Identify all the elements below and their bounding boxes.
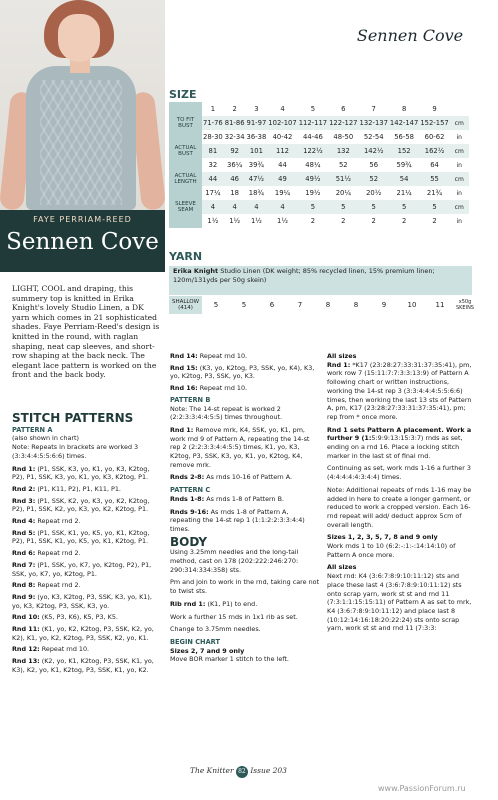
- size-cell: 1½: [277, 217, 288, 225]
- pattern-a-rows-cont: [170, 352, 320, 393]
- size-row-label: [169, 186, 202, 200]
- size-cell: 2: [341, 217, 346, 225]
- size-row: [169, 186, 469, 200]
- pattern-row: Rnd 3: (P1, SSK, K2, yo, K3, yo, K2, K2tog, P2), P1, SSK, K2, yo, K3, yo, K2, K2tog, P1.: [12, 496, 150, 514]
- pattern-a-note2: Note: Repeats in brackets are worked 3 (3:3:4:4:5:5:6:6) times.: [12, 443, 139, 460]
- size-cell: 81-86: [224, 116, 246, 130]
- shallow-cell: 7: [297, 301, 303, 309]
- pattern-row-label: Rnds 2-8:: [170, 473, 205, 482]
- size-cell: 21¾: [426, 189, 443, 197]
- pattern-row-label: Rnd 3:: [12, 496, 36, 505]
- size-cell: 20¼: [335, 189, 351, 197]
- pattern-row-label: Rnd 10:: [12, 613, 40, 622]
- size-col-header: 4: [280, 105, 285, 113]
- yarn-desc: Studio Linen (DK weight; 85% recycled linen, 15% premium linen; 120m/131yds per 50g skein): [173, 267, 435, 284]
- shallow-cell: 11: [435, 301, 445, 309]
- shallow-unit: x50g SKEINS: [455, 299, 474, 311]
- size-cell: 132: [328, 144, 358, 158]
- size-row-label: ACTUAL BUST: [169, 144, 202, 158]
- size-cell: 60-62: [424, 133, 445, 141]
- size-col-header: 7: [371, 105, 376, 113]
- size-cell: 36¼: [227, 161, 243, 169]
- size-row-label: [169, 214, 202, 228]
- body-row: Change to 3.75mm needles.: [170, 625, 261, 634]
- size-cell: 132-137: [359, 116, 389, 130]
- pattern-c-rows: [170, 495, 320, 534]
- pattern-row-label: Rnd 14:: [170, 352, 198, 360]
- size-cell: 51½: [328, 172, 358, 186]
- size-unit: in: [456, 189, 462, 197]
- page-title: Sennen Cove: [356, 26, 464, 45]
- size-cell: 71-76: [202, 116, 224, 130]
- size-cell: 4: [246, 200, 268, 214]
- size-cell: 122-127: [328, 116, 358, 130]
- shallow-cell: 10: [407, 301, 417, 309]
- body-rows: [170, 548, 320, 634]
- size-cell: 112: [267, 144, 297, 158]
- banner-title: Sennen Cove: [6, 229, 159, 255]
- size-cell: 56: [369, 161, 379, 169]
- pattern-row-label: Rnds 1-8:: [170, 494, 205, 503]
- pattern-row-label: Rnd 13:: [12, 657, 40, 666]
- size-cell: 52-54: [363, 133, 384, 141]
- size-cell: 20½: [366, 189, 382, 197]
- column-3: [327, 352, 475, 637]
- body-row: Using 3.25mm needles and the long-tail method, cast on 178 (202:222:246:270: 290:314:334:358) sts.: [170, 548, 299, 574]
- size-cell: 101: [246, 144, 268, 158]
- pattern-row: Rnd 1: Remove mrk, K4, SSK, yo, K1, pm, work rnd 9 of Pattern A, repeating the 14-st rep 2 (2:2:3:3:4:4:5:5) times, K1, yo, K3, K2tog, P3, SSK, K3, yo, K1, yo, K2tog, K4, remove mrk.: [170, 425, 310, 469]
- pattern-row: Rnd 1: (P1, SSK, K3, yo, K1, yo, K3, K2tog, P2), P1, SSK, K3, yo, K1, yo, K3, K2tog, P1.: [12, 464, 150, 482]
- size-cell: 1½: [207, 217, 219, 225]
- pattern-row-label: Rnd 1:: [12, 464, 36, 473]
- size-cell: 47½: [246, 172, 268, 186]
- size-cell: 21¼: [396, 189, 412, 197]
- size-header-blank: [169, 102, 202, 116]
- size-row-label: TO FIT BUST: [169, 116, 202, 130]
- size-row: [169, 172, 469, 186]
- pattern-a-note: (also shown in chart): [12, 434, 80, 443]
- all-sizes-heading-1: All sizes: [327, 352, 357, 360]
- size-cell: 162½: [419, 144, 449, 158]
- pattern-row-label: Rnd 4:: [12, 517, 36, 526]
- shallow-cell: 8: [325, 301, 331, 309]
- size-row: [169, 144, 469, 158]
- sizes-heading: Sizes 1, 2, 3, 5, 7, 8 and 9 only: [327, 533, 438, 542]
- size-unit: cm: [450, 144, 469, 158]
- size-cell: 4: [202, 200, 224, 214]
- size-cell: 32: [208, 161, 218, 169]
- pattern-row: Note: The 14-st repeat is worked 2 (2:2:3:3:4:4:5:5) times throughout.: [170, 404, 283, 422]
- pattern-row-label: Rnd 6:: [12, 549, 36, 558]
- size-cell: 18¾: [248, 189, 265, 197]
- size-col-header: 5: [310, 105, 316, 113]
- size-cell: 19¼: [274, 189, 291, 197]
- size-cell: 59¾: [396, 161, 412, 169]
- size-col-header: 1: [210, 105, 216, 113]
- lace-pattern: [40, 80, 122, 205]
- size-cell: 4: [267, 200, 297, 214]
- yarn-brand: Erika Knight: [173, 267, 219, 275]
- pattern-row-label: Rnd 12:: [12, 645, 40, 654]
- pattern-row: Rnd 13: (K2, yo, K1, K2tog, P3, SSK, K1, yo, K3), K2, yo, K1, K2tog, P3, SSK, K1, yo, K2.: [12, 657, 154, 674]
- shallow-cell: 6: [269, 301, 275, 309]
- size-cell: 1½: [229, 217, 241, 225]
- size-cell: 2: [371, 217, 376, 225]
- instruction-row-label: Rnd 1 sets Pattern A placement. Work a further 9 (1:: [327, 425, 472, 443]
- size-row-label: SLEEVE SEAM: [169, 200, 202, 214]
- size-col-header: 8: [401, 105, 407, 113]
- stitch-patterns-heading: STITCH PATTERNS: [12, 411, 134, 425]
- pattern-row-label: Rnd 1:: [170, 425, 194, 434]
- shallow-cell: 9: [381, 301, 387, 309]
- pattern-row-label: Rnd 8:: [12, 581, 36, 590]
- size-cell: 5: [298, 200, 328, 214]
- size-cell: 48¼: [305, 161, 321, 169]
- instruction-row: Rnd 1 sets Pattern A placement. Work a further 9 (1:5:9:9:13:15:3:7) rnds as set, ending on a rnd 16. Place a locking stitch marker in the last st of final rnd.: [327, 425, 472, 460]
- pattern-row: Rnd 6: Repeat rnd 2.: [12, 549, 81, 558]
- size-unit: in: [456, 161, 462, 169]
- size-cell: 5: [328, 200, 358, 214]
- page-number: 82: [236, 766, 248, 778]
- pattern-row-label: Rnd 15:: [170, 363, 198, 372]
- sizes-text: Work rnds 1 to 10 (6:2:-:1:-:14:14:10) of Pattern A once more.: [327, 542, 456, 559]
- pattern-row: Rnd 5: (P1, SSK, K1, yo, K5, yo, K1, K2tog, P2), P1, SSK, K1, yo, K5, yo, K1, K2tog, P1.: [12, 528, 150, 546]
- pattern-row: Rnd 12: Repeat rnd 10.: [12, 645, 90, 654]
- size-unit: cm: [450, 200, 469, 214]
- yarn-heading: YARN: [169, 250, 203, 263]
- size-cell: 44-46: [303, 133, 323, 141]
- begin-chart-heading: BEGIN CHART: [170, 637, 220, 646]
- body-row: Pm and join to work in the rnd, taking care not to twist sts.: [170, 578, 320, 596]
- yarn-info: [169, 266, 472, 295]
- shallow-label: SHALLOW (414): [169, 296, 202, 314]
- pattern-row: Rnd 14: Repeat rnd 10.: [170, 352, 248, 360]
- size-cell: 2: [401, 217, 407, 225]
- size-cell: 142-147: [389, 116, 419, 130]
- size-cell: 152: [389, 144, 419, 158]
- size-cell: 40-42: [272, 133, 293, 141]
- size-col-header: 2: [232, 105, 237, 113]
- pattern-b-rows: [170, 405, 320, 483]
- pattern-row: Rnd 15: (K3, yo, K2tog, P3, SSK, yo, K4), K3, yo, K2tog, P3, SSK, yo, K3.: [170, 363, 315, 381]
- instruction-row: Rnd 1: *K17 (23:28:27:33:31:37:35:41), pm, work row 7 (15:11:7:7:3:3:13:9) of Pattern A following chart or written instructions, working the 14-st rep 3 (3:3:4:4:4:5:5:6:6) times, then working the last 13 sts of Pattern A, pm, K17 (23:28:27:33:31:37:35:41), pm; rep from * once more.: [327, 360, 472, 421]
- size-cell: 17¼: [205, 189, 221, 197]
- pattern-row: Rnd 7: (P1, SSK, yo, K7, yo, K2tog, P2), P1, SSK, yo, K7, yo, K2tog, P1.: [12, 560, 152, 578]
- size-row: [169, 116, 469, 130]
- intro-text: LIGHT, COOL and draping, this summery top is knitted in Erika Knight's lovely Studio Linen, a DK yarn which comes in 21 sophisticated shades. Faye Perriam-Reed's design is knitted in the round, with raglan shaping, neat cap sleeves, and short-row shaping at the back neck. The elegant lace pattern is worked on the front and the back body.: [12, 284, 160, 380]
- size-col-header: 9: [432, 105, 437, 113]
- size-cell: 52: [359, 172, 389, 186]
- watermark: www.PassionForum.ru: [378, 784, 466, 793]
- size-row-label: [169, 158, 202, 172]
- size-row: [169, 158, 469, 172]
- pattern-row-label: Rnds 9-16:: [170, 507, 209, 516]
- all-sizes-heading-2: All sizes: [327, 563, 357, 572]
- pattern-row: Rnds 9-16: As rnds 1-8 of Pattern A, repeating the 14-st rep 1 (1:1:2:2:3:3:4:4) times.: [170, 507, 305, 533]
- size-cell: 44: [278, 161, 287, 169]
- size-cell: 1½: [250, 217, 262, 225]
- size-cell: 122½: [298, 144, 328, 158]
- instruction-row: Continuing as set, work rnds 1-16 a further 3 (4:4:4:4:4:3:4:4) times.: [327, 464, 471, 482]
- size-cell: 5: [389, 200, 419, 214]
- size-unit: cm: [450, 116, 469, 130]
- begin-chart-text: Move BOR marker 1 stitch to the left.: [170, 655, 289, 664]
- size-cell: 5: [359, 200, 389, 214]
- size-cell: 152-157: [419, 116, 449, 130]
- size-cell: 18: [230, 189, 239, 197]
- pattern-row-label: Rnd 2:: [12, 484, 36, 493]
- pattern-a-rows: [12, 465, 162, 675]
- size-cell: 2: [432, 217, 437, 225]
- size-cell: 81: [202, 144, 224, 158]
- shallow-cell: 5: [241, 301, 247, 309]
- body-row: Rib rnd 1: (K1, P1) to end.: [170, 599, 258, 608]
- footer-issue: Issue 203: [250, 766, 287, 775]
- size-cell: 54: [389, 172, 419, 186]
- size-unit: cm: [450, 172, 469, 186]
- size-cell: 32-34: [224, 133, 245, 141]
- size-cell: 19½: [305, 189, 321, 197]
- pattern-row: Rnds 2-8: As rnds 10-16 of Pattern A.: [170, 473, 293, 482]
- size-cell: 64: [430, 161, 439, 169]
- size-cell: 49½: [298, 172, 328, 186]
- all-sizes-rows: [327, 361, 475, 530]
- pattern-row-label: Rnd 7:: [12, 560, 36, 569]
- pattern-row-label: Rnd 16:: [170, 384, 198, 393]
- size-cell: 48-50: [333, 133, 354, 141]
- model-face: [58, 14, 100, 62]
- column-1: [12, 412, 162, 678]
- pattern-b-heading: PATTERN B: [170, 395, 211, 404]
- body-heading: BODY: [170, 534, 208, 549]
- body-row: Work a further 15 rnds in 1x1 rib as set.: [170, 612, 298, 621]
- pattern-row-label: Rnd 9:: [12, 592, 36, 601]
- body-row-label: Rib rnd 1:: [170, 599, 206, 608]
- size-cell: 39¾: [248, 161, 265, 169]
- instruction-row-label: Rnd 1:: [327, 360, 351, 369]
- shallow-table: [169, 296, 476, 314]
- size-cell: 2: [310, 217, 316, 225]
- size-cell: 91-97: [246, 116, 268, 130]
- shallow-cell: 5: [213, 301, 219, 309]
- pattern-row: Rnd 2: (P1, K11, P2), P1, K11, P1.: [12, 484, 121, 493]
- pattern-row: Rnd 9: (yo, K3, K2tog, P3, SSK, K3, yo, K1), yo, K3, K2tog, P3, SSK, K3, yo.: [12, 592, 152, 610]
- instruction-row: Note: Additional repeats of rnds 1-16 may be added in here to create a longer garment, or reduced to work a cropped version. Each 16-rnd repeat will add/ deduct approx 5cm of overall length.: [327, 485, 472, 529]
- size-row: [169, 200, 469, 214]
- pattern-row-label: Rnd 5:: [12, 528, 36, 537]
- designer-name: FAYE PERRIAM-REED: [33, 215, 132, 224]
- footer-magazine: The Knitter: [190, 766, 234, 775]
- size-cell: 5: [419, 200, 449, 214]
- column-2: [170, 352, 320, 668]
- size-cell: 56-58: [394, 133, 414, 141]
- model-photo: [0, 0, 165, 210]
- size-cell: 46: [224, 172, 246, 186]
- pattern-row: Rnd 8: Repeat rnd 2.: [12, 581, 81, 590]
- size-cell: 92: [224, 144, 246, 158]
- pattern-row: Rnd 10: (K5, P3, K6), K5, P3, K5.: [12, 613, 118, 622]
- size-cell: 55: [419, 172, 449, 186]
- pattern-row: Rnds 1-8: As rnds 1-8 of Pattern B.: [170, 494, 285, 503]
- size-cell: 142½: [359, 144, 389, 158]
- size-cell: 36-38: [246, 133, 267, 141]
- size-heading: SIZE: [169, 88, 197, 101]
- size-cell: 52: [338, 161, 348, 169]
- pattern-row-label: Rnd 11:: [12, 625, 40, 634]
- size-cell: 28-30: [203, 133, 223, 141]
- page-footer: [190, 766, 287, 778]
- size-cell: 4: [224, 200, 246, 214]
- size-cell: 112-117: [298, 116, 328, 130]
- size-cell: 49: [267, 172, 297, 186]
- size-cell: 44: [202, 172, 224, 186]
- size-col-header: 3: [254, 105, 259, 113]
- size-cell: 102-107: [267, 116, 297, 130]
- size-row-label: ACTUAL LENGTH: [169, 172, 202, 186]
- pattern-row: Rnd 4: Repeat rnd 2.: [12, 517, 81, 526]
- shallow-cell: 8: [353, 301, 359, 309]
- all-sizes-text-2: Next rnd: K4 (3:6:7:8:9:10:11:12) sts and place these last 4 (3:6:7:8:9:10:11:12) sts onto scrap yarn, work st st and rnd 11 (7:3:1:1:15:15:11) of Pattern A as set to mrk, K4 (3:6:7:8:9:10:11:12) and place last 8 (10:12:14:16:18:20:22:24) sts onto scrap yarn, work st st and rnd 11 (7:3:3:: [327, 572, 472, 633]
- pattern-row: Rnd 11: (K1, yo, K2, K2tog, P3, SSK, K2, yo, K2), K1, yo, K2, K2tog, P3, SSK, K2, yo, K1.: [12, 625, 154, 642]
- size-unit: in: [456, 217, 462, 225]
- size-col-header: 6: [341, 105, 346, 113]
- size-table: [169, 102, 469, 228]
- begin-chart-sub: Sizes 2, 7 and 9 only: [170, 646, 245, 655]
- size-row-label: [169, 130, 202, 144]
- size-row: [169, 214, 469, 228]
- size-unit: in: [456, 133, 462, 141]
- pattern-a-heading: PATTERN A: [12, 425, 53, 434]
- unit-blank: [450, 102, 469, 116]
- size-row: [169, 130, 469, 144]
- pattern-row: Rnd 16: Repeat rnd 10.: [170, 384, 248, 393]
- pattern-c-heading: PATTERN C: [170, 486, 211, 495]
